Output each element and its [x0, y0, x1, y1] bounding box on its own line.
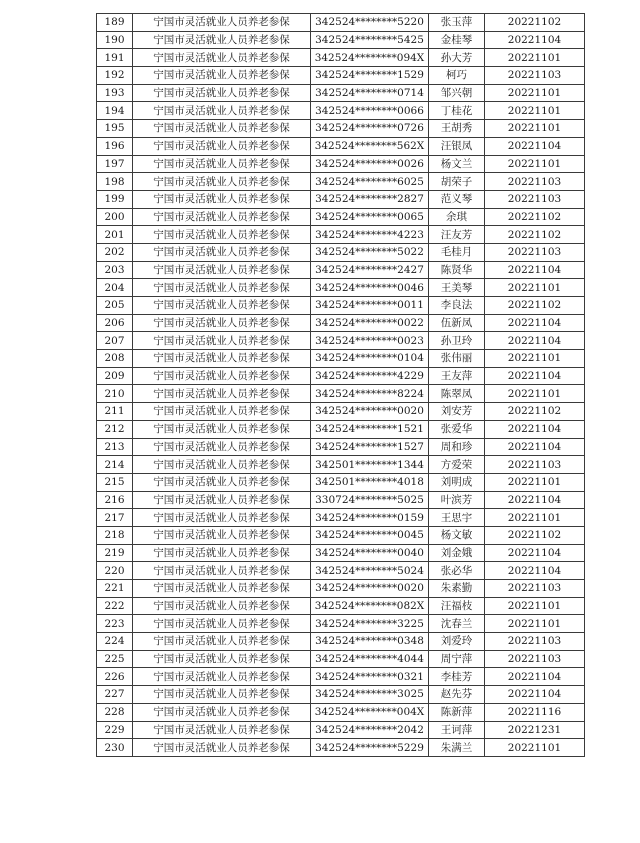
row-number-cell: 219	[97, 544, 133, 562]
id-number-cell: 342524********2427	[311, 261, 429, 279]
id-number-cell: 342524********0026	[311, 155, 429, 173]
enroll-date-cell: 20221104	[485, 314, 585, 332]
enroll-date-cell: 20221104	[485, 332, 585, 350]
insurance-category-cell: 宁国市灵活就业人员养老参保	[133, 350, 311, 368]
enroll-date-cell: 20221102	[485, 14, 585, 32]
row-number-cell: 209	[97, 367, 133, 385]
table-row	[97, 703, 585, 721]
table-row	[97, 562, 585, 580]
person-name-cell: 周宁萍	[429, 650, 485, 668]
person-name-cell: 邹兴朝	[429, 84, 485, 102]
table-row	[97, 403, 585, 421]
id-number-cell: 342524********1521	[311, 420, 429, 438]
row-number-cell: 211	[97, 403, 133, 421]
enroll-date-cell: 20221103	[485, 456, 585, 474]
insurance-category-cell: 宁国市灵活就业人员养老参保	[133, 155, 311, 173]
row-number-cell: 218	[97, 526, 133, 544]
enroll-date-cell: 20221101	[485, 155, 585, 173]
row-number-cell: 210	[97, 385, 133, 403]
table-row	[97, 102, 585, 120]
row-number-cell: 207	[97, 332, 133, 350]
id-number-cell: 342524********8224	[311, 385, 429, 403]
row-number-cell: 225	[97, 650, 133, 668]
insurance-category-cell: 宁国市灵活就业人员养老参保	[133, 597, 311, 615]
person-name-cell: 赵先芬	[429, 686, 485, 704]
row-number-cell: 193	[97, 84, 133, 102]
id-number-cell: 342524********0726	[311, 120, 429, 138]
enroll-date-cell: 20221103	[485, 650, 585, 668]
id-number-cell: 342524********2827	[311, 190, 429, 208]
id-number-cell: 342524********0022	[311, 314, 429, 332]
person-name-cell: 王美琴	[429, 279, 485, 297]
insurance-category-cell: 宁国市灵活就业人员养老参保	[133, 261, 311, 279]
row-number-cell: 220	[97, 562, 133, 580]
row-number-cell: 221	[97, 580, 133, 598]
insurance-category-cell: 宁国市灵活就业人员养老参保	[133, 84, 311, 102]
row-number-cell: 223	[97, 615, 133, 633]
table-row	[97, 491, 585, 509]
insurance-category-cell: 宁国市灵活就业人员养老参保	[133, 385, 311, 403]
enroll-date-cell: 20221104	[485, 668, 585, 686]
table-row	[97, 420, 585, 438]
id-number-cell: 342524********5425	[311, 31, 429, 49]
enroll-date-cell: 20221102	[485, 403, 585, 421]
person-name-cell: 范义琴	[429, 190, 485, 208]
insurance-category-cell: 宁国市灵活就业人员养老参保	[133, 615, 311, 633]
person-name-cell: 刘安芳	[429, 403, 485, 421]
person-name-cell: 王友萍	[429, 367, 485, 385]
table-row	[97, 297, 585, 315]
row-number-cell: 189	[97, 14, 133, 32]
table-row	[97, 721, 585, 739]
id-number-cell: 342524********3025	[311, 686, 429, 704]
row-number-cell: 202	[97, 243, 133, 261]
person-name-cell: 杨文敏	[429, 526, 485, 544]
enroll-date-cell: 20221104	[485, 261, 585, 279]
enroll-date-cell: 20221101	[485, 385, 585, 403]
row-number-cell: 228	[97, 703, 133, 721]
insurance-category-cell: 宁国市灵活就业人员养老参保	[133, 686, 311, 704]
enroll-date-cell: 20221104	[485, 544, 585, 562]
insurance-category-cell: 宁国市灵活就业人员养老参保	[133, 668, 311, 686]
id-number-cell: 342524********0159	[311, 509, 429, 527]
table-row	[97, 615, 585, 633]
person-name-cell: 张玉萍	[429, 14, 485, 32]
id-number-cell: 342524********0321	[311, 668, 429, 686]
table-row	[97, 155, 585, 173]
insurance-category-cell: 宁国市灵活就业人员养老参保	[133, 31, 311, 49]
insurance-category-cell: 宁国市灵活就业人员养老参保	[133, 438, 311, 456]
table-row	[97, 173, 585, 191]
enroll-date-cell: 20221104	[485, 367, 585, 385]
person-name-cell: 王诃萍	[429, 721, 485, 739]
person-name-cell: 陈翠凤	[429, 385, 485, 403]
id-number-cell: 342524********1529	[311, 67, 429, 85]
row-number-cell: 194	[97, 102, 133, 120]
table-row	[97, 208, 585, 226]
id-number-cell: 342524********6025	[311, 173, 429, 191]
enroll-date-cell: 20221101	[485, 739, 585, 757]
row-number-cell: 213	[97, 438, 133, 456]
enroll-date-cell: 20221116	[485, 703, 585, 721]
table-row	[97, 686, 585, 704]
enroll-date-cell: 20221103	[485, 633, 585, 651]
row-number-cell: 192	[97, 67, 133, 85]
insurance-category-cell: 宁国市灵活就业人员养老参保	[133, 580, 311, 598]
person-name-cell: 刘明成	[429, 473, 485, 491]
table-row	[97, 314, 585, 332]
enroll-date-cell: 20221103	[485, 67, 585, 85]
insurance-category-cell: 宁国市灵活就业人员养老参保	[133, 633, 311, 651]
table-row	[97, 279, 585, 297]
insurance-category-cell: 宁国市灵活就业人员养老参保	[133, 526, 311, 544]
id-number-cell: 342524********0065	[311, 208, 429, 226]
table-row	[97, 526, 585, 544]
insurance-category-cell: 宁国市灵活就业人员养老参保	[133, 243, 311, 261]
table-row	[97, 261, 585, 279]
id-number-cell: 342524********2042	[311, 721, 429, 739]
id-number-cell: 342524********0104	[311, 350, 429, 368]
row-number-cell: 217	[97, 509, 133, 527]
row-number-cell: 205	[97, 297, 133, 315]
id-number-cell: 342524********3225	[311, 615, 429, 633]
enroll-date-cell: 20221101	[485, 279, 585, 297]
enroll-date-cell: 20221101	[485, 615, 585, 633]
id-number-cell: 342524********0020	[311, 580, 429, 598]
enroll-date-cell: 20221104	[485, 137, 585, 155]
table-row	[97, 509, 585, 527]
table-row	[97, 31, 585, 49]
insurance-category-cell: 宁国市灵活就业人员养老参保	[133, 420, 311, 438]
row-number-cell: 214	[97, 456, 133, 474]
insurance-category-cell: 宁国市灵活就业人员养老参保	[133, 190, 311, 208]
row-number-cell: 200	[97, 208, 133, 226]
enroll-date-cell: 20221103	[485, 243, 585, 261]
table-row	[97, 49, 585, 67]
enroll-date-cell: 20221103	[485, 190, 585, 208]
enroll-date-cell: 20221101	[485, 84, 585, 102]
enrollment-table-body	[97, 14, 585, 757]
insurance-category-cell: 宁国市灵活就业人员养老参保	[133, 14, 311, 32]
id-number-cell: 342524********0011	[311, 297, 429, 315]
insurance-category-cell: 宁国市灵活就业人员养老参保	[133, 137, 311, 155]
insurance-category-cell: 宁国市灵活就业人员养老参保	[133, 473, 311, 491]
row-number-cell: 222	[97, 597, 133, 615]
row-number-cell: 190	[97, 31, 133, 49]
enroll-date-cell: 20221102	[485, 297, 585, 315]
row-number-cell: 215	[97, 473, 133, 491]
id-number-cell: 342524********0045	[311, 526, 429, 544]
insurance-category-cell: 宁国市灵活就业人员养老参保	[133, 49, 311, 67]
table-row	[97, 473, 585, 491]
id-number-cell: 342524********0023	[311, 332, 429, 350]
id-number-cell: 342524********004X	[311, 703, 429, 721]
insurance-category-cell: 宁国市灵活就业人员养老参保	[133, 332, 311, 350]
person-name-cell: 孙卫玲	[429, 332, 485, 350]
id-number-cell: 342524********1527	[311, 438, 429, 456]
row-number-cell: 230	[97, 739, 133, 757]
table-row	[97, 84, 585, 102]
insurance-category-cell: 宁国市灵活就业人员养老参保	[133, 491, 311, 509]
id-number-cell: 342524********5022	[311, 243, 429, 261]
row-number-cell: 227	[97, 686, 133, 704]
person-name-cell: 刘爱玲	[429, 633, 485, 651]
row-number-cell: 226	[97, 668, 133, 686]
id-number-cell: 342524********4044	[311, 650, 429, 668]
id-number-cell: 342524********0348	[311, 633, 429, 651]
enroll-date-cell: 20221102	[485, 526, 585, 544]
row-number-cell: 195	[97, 120, 133, 138]
person-name-cell: 毛桂月	[429, 243, 485, 261]
person-name-cell: 陈新萍	[429, 703, 485, 721]
person-name-cell: 李桂芳	[429, 668, 485, 686]
enroll-date-cell: 20221104	[485, 438, 585, 456]
id-number-cell: 342524********0040	[311, 544, 429, 562]
id-number-cell: 342501********4018	[311, 473, 429, 491]
enroll-date-cell: 20221103	[485, 580, 585, 598]
insurance-category-cell: 宁国市灵活就业人员养老参保	[133, 226, 311, 244]
table-row	[97, 367, 585, 385]
person-name-cell: 孙大芳	[429, 49, 485, 67]
table-row	[97, 190, 585, 208]
id-number-cell: 342524********5220	[311, 14, 429, 32]
table-row	[97, 438, 585, 456]
person-name-cell: 胡荣子	[429, 173, 485, 191]
id-number-cell: 342524********0714	[311, 84, 429, 102]
table-row	[97, 243, 585, 261]
person-name-cell: 周和珍	[429, 438, 485, 456]
id-number-cell: 342501********1344	[311, 456, 429, 474]
enroll-date-cell: 20221104	[485, 31, 585, 49]
insurance-category-cell: 宁国市灵活就业人员养老参保	[133, 562, 311, 580]
insurance-category-cell: 宁国市灵活就业人员养老参保	[133, 703, 311, 721]
insurance-category-cell: 宁国市灵活就业人员养老参保	[133, 102, 311, 120]
insurance-category-cell: 宁国市灵活就业人员养老参保	[133, 208, 311, 226]
enroll-date-cell: 20221101	[485, 120, 585, 138]
row-number-cell: 191	[97, 49, 133, 67]
person-name-cell: 汪福枝	[429, 597, 485, 615]
table-row	[97, 456, 585, 474]
row-number-cell: 208	[97, 350, 133, 368]
row-number-cell: 197	[97, 155, 133, 173]
person-name-cell: 金桂琴	[429, 31, 485, 49]
id-number-cell: 342524********0066	[311, 102, 429, 120]
table-row	[97, 67, 585, 85]
enroll-date-cell: 20221104	[485, 562, 585, 580]
person-name-cell: 柯巧	[429, 67, 485, 85]
person-name-cell: 张爱华	[429, 420, 485, 438]
person-name-cell: 张伟丽	[429, 350, 485, 368]
id-number-cell: 342524********4223	[311, 226, 429, 244]
row-number-cell: 224	[97, 633, 133, 651]
person-name-cell: 刘金娥	[429, 544, 485, 562]
enroll-date-cell: 20221101	[485, 350, 585, 368]
row-number-cell: 229	[97, 721, 133, 739]
table-row	[97, 544, 585, 562]
insurance-category-cell: 宁国市灵活就业人员养老参保	[133, 173, 311, 191]
table-row	[97, 120, 585, 138]
insurance-category-cell: 宁国市灵活就业人员养老参保	[133, 721, 311, 739]
enroll-date-cell: 20221101	[485, 473, 585, 491]
table-row	[97, 668, 585, 686]
insurance-category-cell: 宁国市灵活就业人员养老参保	[133, 544, 311, 562]
insurance-category-cell: 宁国市灵活就业人员养老参保	[133, 67, 311, 85]
row-number-cell: 216	[97, 491, 133, 509]
insurance-category-cell: 宁国市灵活就业人员养老参保	[133, 403, 311, 421]
insurance-category-cell: 宁国市灵活就业人员养老参保	[133, 279, 311, 297]
person-name-cell: 王胡秀	[429, 120, 485, 138]
person-name-cell: 方爱荣	[429, 456, 485, 474]
enroll-date-cell: 20221102	[485, 226, 585, 244]
id-number-cell: 342524********5024	[311, 562, 429, 580]
enrollment-table	[96, 13, 585, 757]
enroll-date-cell: 20221104	[485, 420, 585, 438]
person-name-cell: 伍新凤	[429, 314, 485, 332]
person-name-cell: 王思宇	[429, 509, 485, 527]
enroll-date-cell: 20221102	[485, 208, 585, 226]
row-number-cell: 199	[97, 190, 133, 208]
insurance-category-cell: 宁国市灵活就业人员养老参保	[133, 297, 311, 315]
person-name-cell: 余琪	[429, 208, 485, 226]
person-name-cell: 丁桂花	[429, 102, 485, 120]
table-row	[97, 633, 585, 651]
id-number-cell: 342524********082X	[311, 597, 429, 615]
person-name-cell: 张必华	[429, 562, 485, 580]
row-number-cell: 204	[97, 279, 133, 297]
person-name-cell: 杨文兰	[429, 155, 485, 173]
id-number-cell: 330724********5025	[311, 491, 429, 509]
person-name-cell: 汪友芳	[429, 226, 485, 244]
enroll-date-cell: 20221103	[485, 173, 585, 191]
id-number-cell: 342524********094X	[311, 49, 429, 67]
insurance-category-cell: 宁国市灵活就业人员养老参保	[133, 509, 311, 527]
enroll-date-cell: 20221104	[485, 686, 585, 704]
insurance-category-cell: 宁国市灵活就业人员养老参保	[133, 314, 311, 332]
row-number-cell: 206	[97, 314, 133, 332]
enroll-date-cell: 20221101	[485, 597, 585, 615]
row-number-cell: 198	[97, 173, 133, 191]
table-row	[97, 597, 585, 615]
enroll-date-cell: 20221104	[485, 491, 585, 509]
table-row	[97, 332, 585, 350]
insurance-category-cell: 宁国市灵活就业人员养老参保	[133, 456, 311, 474]
insurance-category-cell: 宁国市灵活就业人员养老参保	[133, 739, 311, 757]
table-row	[97, 137, 585, 155]
table-row	[97, 14, 585, 32]
person-name-cell: 汪银凤	[429, 137, 485, 155]
insurance-category-cell: 宁国市灵活就业人员养老参保	[133, 367, 311, 385]
enroll-date-cell: 20221101	[485, 49, 585, 67]
enroll-date-cell: 20221101	[485, 509, 585, 527]
row-number-cell: 212	[97, 420, 133, 438]
table-row	[97, 226, 585, 244]
person-name-cell: 沈春兰	[429, 615, 485, 633]
table-row	[97, 350, 585, 368]
row-number-cell: 196	[97, 137, 133, 155]
person-name-cell: 朱素勤	[429, 580, 485, 598]
table-row	[97, 580, 585, 598]
row-number-cell: 201	[97, 226, 133, 244]
insurance-category-cell: 宁国市灵活就业人员养老参保	[133, 650, 311, 668]
person-name-cell: 叶滨芳	[429, 491, 485, 509]
id-number-cell: 342524********562X	[311, 137, 429, 155]
insurance-category-cell: 宁国市灵活就业人员养老参保	[133, 120, 311, 138]
table-row	[97, 650, 585, 668]
table-row	[97, 385, 585, 403]
id-number-cell: 342524********0020	[311, 403, 429, 421]
id-number-cell: 342524********4229	[311, 367, 429, 385]
row-number-cell: 203	[97, 261, 133, 279]
table-row	[97, 739, 585, 757]
person-name-cell: 陈贤华	[429, 261, 485, 279]
id-number-cell: 342524********0046	[311, 279, 429, 297]
enroll-date-cell: 20221101	[485, 102, 585, 120]
person-name-cell: 朱满兰	[429, 739, 485, 757]
id-number-cell: 342524********5229	[311, 739, 429, 757]
enroll-date-cell: 20221231	[485, 721, 585, 739]
person-name-cell: 李良法	[429, 297, 485, 315]
